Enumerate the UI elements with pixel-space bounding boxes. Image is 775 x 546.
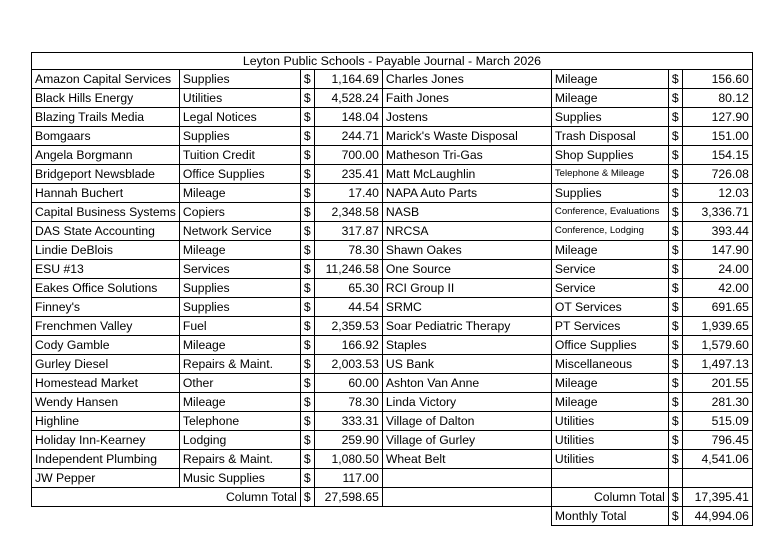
- table-row: [32, 127, 753, 146]
- vendor-cell: NAPA Auto Parts: [382, 184, 551, 203]
- right-column-total-label: Column Total: [551, 488, 668, 507]
- vendor-cell: Matheson Tri-Gas: [382, 146, 551, 165]
- currency-symbol: $: [668, 450, 682, 469]
- amount-cell: 1,080.50: [314, 450, 382, 469]
- category-cell: Trash Disposal: [551, 127, 668, 146]
- vendor-cell: Wendy Hansen: [32, 393, 180, 412]
- currency-symbol: $: [668, 222, 682, 241]
- category-cell: Repairs & Maint.: [179, 355, 300, 374]
- category-cell: Copiers: [179, 203, 300, 222]
- amount-cell: 1,579.60: [682, 336, 752, 355]
- empty-cell: [668, 469, 682, 488]
- currency-symbol: $: [668, 412, 682, 431]
- vendor-cell: Bomgaars: [32, 127, 180, 146]
- currency-symbol: $: [668, 336, 682, 355]
- table-row: [32, 89, 753, 108]
- table-row: [32, 108, 753, 127]
- vendor-cell: Frenchmen Valley: [32, 317, 180, 336]
- currency-symbol: $: [668, 488, 682, 507]
- category-cell: OT Services: [551, 298, 668, 317]
- vendor-cell: Charles Jones: [382, 70, 551, 89]
- vendor-cell: Capital Business Systems: [32, 203, 180, 222]
- vendor-cell: Wheat Belt: [382, 450, 551, 469]
- vendor-cell: Highline: [32, 412, 180, 431]
- currency-symbol: $: [300, 374, 314, 393]
- category-cell: Services: [179, 260, 300, 279]
- column-total-row: [32, 488, 753, 507]
- category-cell: Service: [551, 279, 668, 298]
- table-row: [32, 355, 753, 374]
- left-column-total: 27,598.65: [314, 488, 382, 507]
- category-cell: Mileage: [551, 241, 668, 260]
- currency-symbol: $: [300, 450, 314, 469]
- currency-symbol: $: [300, 146, 314, 165]
- category-cell: Music Supplies: [179, 469, 300, 488]
- vendor-cell: SRMC: [382, 298, 551, 317]
- currency-symbol: $: [300, 89, 314, 108]
- category-cell: PT Services: [551, 317, 668, 336]
- amount-cell: 2,003.53: [314, 355, 382, 374]
- category-cell: Mileage: [551, 70, 668, 89]
- amount-cell: 80.12: [682, 89, 752, 108]
- vendor-cell: Ashton Van Anne: [382, 374, 551, 393]
- amount-cell: 796.45: [682, 431, 752, 450]
- amount-cell: 244.71: [314, 127, 382, 146]
- table-row: [32, 412, 753, 431]
- amount-cell: 154.15: [682, 146, 752, 165]
- amount-cell: 726.08: [682, 165, 752, 184]
- category-cell: Fuel: [179, 317, 300, 336]
- title-row: [32, 53, 753, 70]
- amount-cell: 127.90: [682, 108, 752, 127]
- amount-cell: 12.03: [682, 184, 752, 203]
- vendor-cell: Jostens: [382, 108, 551, 127]
- currency-symbol: $: [300, 431, 314, 450]
- category-cell: Service: [551, 260, 668, 279]
- currency-symbol: $: [668, 431, 682, 450]
- left-column-total-label: Column Total: [32, 488, 301, 507]
- vendor-cell: Cody Gamble: [32, 336, 180, 355]
- amount-cell: 24.00: [682, 260, 752, 279]
- currency-symbol: $: [668, 260, 682, 279]
- monthly-total-row: [32, 507, 753, 526]
- vendor-cell: Black Hills Energy: [32, 89, 180, 108]
- vendor-cell: Gurley Diesel: [32, 355, 180, 374]
- currency-symbol: $: [300, 108, 314, 127]
- category-cell: Utilities: [179, 89, 300, 108]
- amount-cell: 42.00: [682, 279, 752, 298]
- amount-cell: 2,359.53: [314, 317, 382, 336]
- amount-cell: 151.00: [682, 127, 752, 146]
- empty-cell: [682, 469, 752, 488]
- vendor-cell: Matt McLaughlin: [382, 165, 551, 184]
- category-cell: Supplies: [179, 298, 300, 317]
- category-cell: Supplies: [179, 127, 300, 146]
- currency-symbol: $: [300, 127, 314, 146]
- currency-symbol: $: [300, 165, 314, 184]
- blank-cell: [32, 507, 552, 526]
- currency-symbol: $: [300, 260, 314, 279]
- amount-cell: 515.09: [682, 412, 752, 431]
- vendor-cell: Homestead Market: [32, 374, 180, 393]
- table-row: [32, 203, 753, 222]
- currency-symbol: $: [300, 317, 314, 336]
- category-cell: Telephone: [179, 412, 300, 431]
- vendor-cell: Village of Gurley: [382, 431, 551, 450]
- category-cell: Mileage: [179, 241, 300, 260]
- monthly-total: 44,994.06: [682, 507, 752, 526]
- currency-symbol: $: [668, 507, 682, 526]
- amount-cell: 148.04: [314, 108, 382, 127]
- amount-cell: 4,541.06: [682, 450, 752, 469]
- table-row: [32, 279, 753, 298]
- payable-journal-table: [31, 52, 753, 526]
- amount-cell: 60.00: [314, 374, 382, 393]
- category-cell: Miscellaneous: [551, 355, 668, 374]
- amount-cell: 1,939.65: [682, 317, 752, 336]
- category-cell: Office Supplies: [551, 336, 668, 355]
- vendor-cell: Linda Victory: [382, 393, 551, 412]
- category-cell: Mileage: [179, 336, 300, 355]
- amount-cell: 147.90: [682, 241, 752, 260]
- amount-cell: 4,528.24: [314, 89, 382, 108]
- category-cell: Office Supplies: [179, 165, 300, 184]
- category-cell: Supplies: [551, 108, 668, 127]
- journal-body: [32, 53, 753, 526]
- category-cell: Mileage: [551, 393, 668, 412]
- amount-cell: 393.44: [682, 222, 752, 241]
- currency-symbol: $: [668, 317, 682, 336]
- vendor-cell: DAS State Accounting: [32, 222, 180, 241]
- vendor-cell: JW Pepper: [32, 469, 180, 488]
- amount-cell: 166.92: [314, 336, 382, 355]
- vendor-cell: One Source: [382, 260, 551, 279]
- monthly-total-label: Monthly Total: [551, 507, 668, 526]
- vendor-cell: RCI Group II: [382, 279, 551, 298]
- currency-symbol: $: [668, 165, 682, 184]
- amount-cell: 333.31: [314, 412, 382, 431]
- table-row: [32, 431, 753, 450]
- currency-symbol: $: [668, 355, 682, 374]
- vendor-cell: Shawn Oakes: [382, 241, 551, 260]
- table-row: [32, 298, 753, 317]
- category-cell: Mileage: [551, 374, 668, 393]
- currency-symbol: $: [668, 374, 682, 393]
- category-cell: Conference, Evaluations: [551, 203, 668, 222]
- journal-title: Leyton Public Schools - Payable Journal - March 2026: [32, 53, 753, 70]
- currency-symbol: $: [668, 279, 682, 298]
- category-cell: Supplies: [179, 70, 300, 89]
- amount-cell: 700.00: [314, 146, 382, 165]
- vendor-cell: Holiday Inn-Kearney: [32, 431, 180, 450]
- amount-cell: 78.30: [314, 393, 382, 412]
- category-cell: Mileage: [551, 89, 668, 108]
- category-cell: Tuition Credit: [179, 146, 300, 165]
- category-cell: Supplies: [551, 184, 668, 203]
- currency-symbol: $: [668, 184, 682, 203]
- currency-symbol: $: [300, 241, 314, 260]
- amount-cell: 235.41: [314, 165, 382, 184]
- category-cell: Mileage: [179, 184, 300, 203]
- amount-cell: 317.87: [314, 222, 382, 241]
- vendor-cell: Bridgeport Newsblade: [32, 165, 180, 184]
- table-row: [32, 260, 753, 279]
- category-cell: Repairs & Maint.: [179, 450, 300, 469]
- table-row: [32, 469, 753, 488]
- vendor-cell: Village of Dalton: [382, 412, 551, 431]
- currency-symbol: $: [668, 127, 682, 146]
- currency-symbol: $: [668, 89, 682, 108]
- vendor-cell: Blazing Trails Media: [32, 108, 180, 127]
- table-row: [32, 336, 753, 355]
- table-row: [32, 184, 753, 203]
- amount-cell: 78.30: [314, 241, 382, 260]
- vendor-cell: Independent Plumbing: [32, 450, 180, 469]
- amount-cell: 201.55: [682, 374, 752, 393]
- vendor-cell: US Bank: [382, 355, 551, 374]
- currency-symbol: $: [668, 203, 682, 222]
- vendor-cell: Eakes Office Solutions: [32, 279, 180, 298]
- currency-symbol: $: [668, 241, 682, 260]
- category-cell: Lodging: [179, 431, 300, 450]
- vendor-cell: Lindie DeBlois: [32, 241, 180, 260]
- currency-symbol: $: [668, 146, 682, 165]
- currency-symbol: $: [668, 108, 682, 127]
- amount-cell: 117.00: [314, 469, 382, 488]
- currency-symbol: $: [668, 393, 682, 412]
- amount-cell: 11,246.58: [314, 260, 382, 279]
- table-row: [32, 317, 753, 336]
- table-row: [32, 222, 753, 241]
- table-row: [32, 374, 753, 393]
- currency-symbol: $: [300, 355, 314, 374]
- vendor-cell: Soar Pediatric Therapy: [382, 317, 551, 336]
- amount-cell: 65.30: [314, 279, 382, 298]
- vendor-cell: Staples: [382, 336, 551, 355]
- category-cell: Utilities: [551, 431, 668, 450]
- category-cell: Utilities: [551, 412, 668, 431]
- table-row: [32, 393, 753, 412]
- vendor-cell: Hannah Buchert: [32, 184, 180, 203]
- right-column-total: 17,395.41: [682, 488, 752, 507]
- currency-symbol: $: [300, 336, 314, 355]
- category-cell: Legal Notices: [179, 108, 300, 127]
- amount-cell: 44.54: [314, 298, 382, 317]
- category-cell: Other: [179, 374, 300, 393]
- amount-cell: 156.60: [682, 70, 752, 89]
- currency-symbol: $: [300, 203, 314, 222]
- vendor-cell: NRCSA: [382, 222, 551, 241]
- amount-cell: 2,348.58: [314, 203, 382, 222]
- category-cell: Telephone & Mileage: [551, 165, 668, 184]
- table-row: [32, 450, 753, 469]
- category-cell: Utilities: [551, 450, 668, 469]
- vendor-cell: Amazon Capital Services: [32, 70, 180, 89]
- category-cell: Conference, Lodging: [551, 222, 668, 241]
- category-cell: Supplies: [179, 279, 300, 298]
- table-row: [32, 70, 753, 89]
- currency-symbol: $: [300, 279, 314, 298]
- table-row: [32, 146, 753, 165]
- currency-symbol: $: [300, 184, 314, 203]
- amount-cell: 17.40: [314, 184, 382, 203]
- table-row: [32, 165, 753, 184]
- amount-cell: 1,164.69: [314, 70, 382, 89]
- currency-symbol: $: [300, 469, 314, 488]
- vendor-cell: Faith Jones: [382, 89, 551, 108]
- category-cell: Shop Supplies: [551, 146, 668, 165]
- vendor-cell: Marick's Waste Disposal: [382, 127, 551, 146]
- vendor-cell: Finney's: [32, 298, 180, 317]
- amount-cell: 259.90: [314, 431, 382, 450]
- currency-symbol: $: [300, 70, 314, 89]
- category-cell: Mileage: [179, 393, 300, 412]
- currency-symbol: $: [668, 70, 682, 89]
- empty-cell: [551, 469, 668, 488]
- currency-symbol: $: [300, 488, 314, 507]
- vendor-cell: NASB: [382, 203, 551, 222]
- vendor-cell: Angela Borgmann: [32, 146, 180, 165]
- currency-symbol: $: [300, 412, 314, 431]
- currency-symbol: $: [300, 298, 314, 317]
- currency-symbol: $: [668, 298, 682, 317]
- vendor-cell: ESU #13: [32, 260, 180, 279]
- currency-symbol: $: [300, 393, 314, 412]
- amount-cell: 281.30: [682, 393, 752, 412]
- table-row: [32, 241, 753, 260]
- currency-symbol: $: [300, 222, 314, 241]
- amount-cell: 691.65: [682, 298, 752, 317]
- amount-cell: 3,336.71: [682, 203, 752, 222]
- empty-cell: [382, 488, 551, 507]
- empty-cell: [382, 469, 551, 488]
- amount-cell: 1,497.13: [682, 355, 752, 374]
- category-cell: Network Service: [179, 222, 300, 241]
